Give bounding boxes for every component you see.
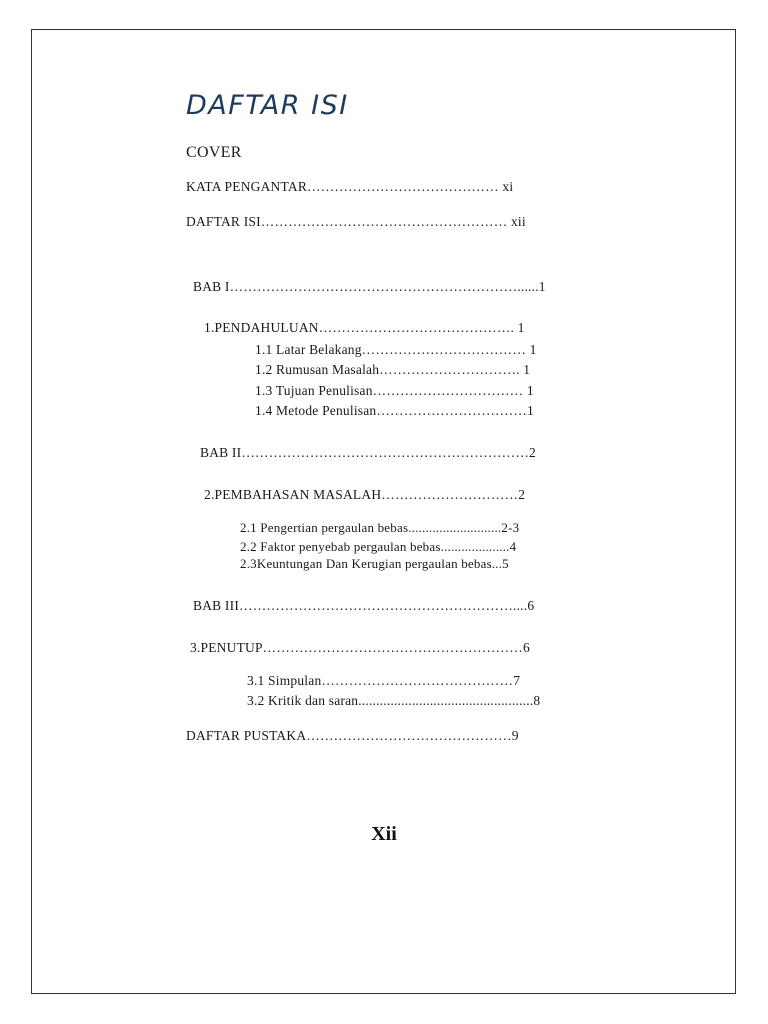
- toc-entry-simpulan: 3.1 Simpulan……………………………………7: [247, 673, 521, 688]
- toc-entry-bab-1: BAB I………………………………………………………......1: [193, 279, 546, 294]
- toc-entry-kata-pengantar: KATA PENGANTAR…………………………………… xi: [186, 179, 514, 194]
- toc-entry-cover: COVER: [186, 144, 242, 161]
- toc-entry-kritik-saran: 3.2 Kritik dan saran.................................................8: [247, 693, 541, 708]
- document-page: [31, 29, 736, 994]
- toc-entry-daftar-isi: DAFTAR ISI……………………………………………… xii: [186, 214, 526, 229]
- toc-entry-pendahuluan: 1.PENDAHULUAN……………………………………. 1: [204, 320, 525, 335]
- toc-entry-keuntungan-kerugian: 2.3Keuntungan Dan Kerugian pergaulan bebas...5: [240, 556, 509, 571]
- toc-entry-daftar-pustaka: DAFTAR PUSTAKA………………………………………9: [186, 728, 519, 743]
- toc-entry-faktor-penyebab: 2.2 Faktor penyebab pergaulan bebas....................4: [240, 539, 517, 554]
- toc-entry-bab-3: BAB III……………………………………………………....6: [193, 598, 535, 613]
- page-number: Xii: [371, 823, 397, 845]
- toc-entry-metode-penulisan: 1.4 Metode Penulisan……………………………1: [255, 403, 535, 418]
- toc-entry-latar-belakang: 1.1 Latar Belakang……………………………… 1: [255, 342, 537, 357]
- toc-entry-bab-2: BAB II………………………………………………………2: [200, 445, 536, 460]
- toc-entry-tujuan-penulisan: 1.3 Tujuan Penulisan…………………………… 1: [255, 383, 534, 398]
- toc-entry-rumusan-masalah: 1.2 Rumusan Masalah…………………………. 1: [255, 362, 531, 377]
- toc-entry-pengertian-pergaulan: 2.1 Pengertian pergaulan bebas...........................2-3: [240, 520, 520, 535]
- toc-entry-pembahasan-masalah: 2.PEMBAHASAN MASALAH…………………………2: [204, 487, 526, 502]
- page-title: DAFTAR ISI: [186, 90, 349, 121]
- toc-entry-penutup: 3.PENUTUP…………………………………………………6: [190, 640, 530, 655]
